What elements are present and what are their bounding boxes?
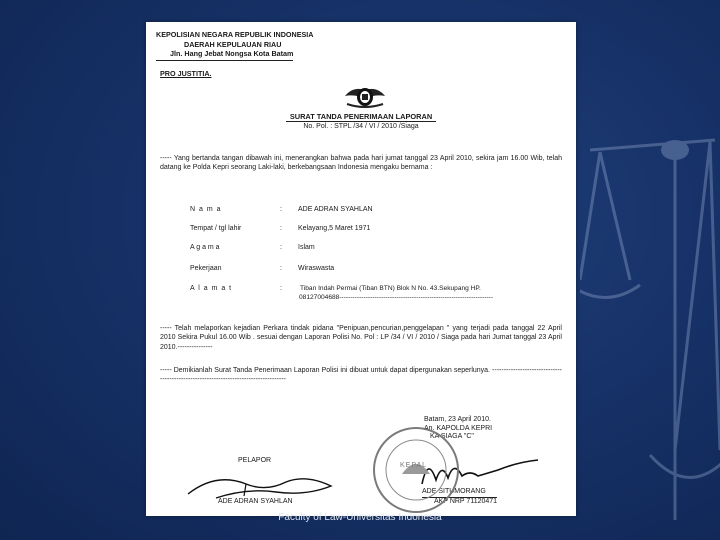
police-report-document [146,22,576,516]
intro-paragraph: ----- Yang bertanda tangan dibawah ini, menerangkan bahwa pada hari jumat tanggal 23 April 2010, sekira jam 16.00 Wib, telah datang ke Polda Kepri seorang Laki-laki, berkebangsaan Indonesia mengaku bernama : [160,155,562,172]
field-colon: : [280,206,282,213]
field-colon: : [280,285,282,292]
reporter-name: ADE ADRAN SYAHLAN [218,498,293,505]
pro-justitia: PRO JUSTITIA. [160,69,212,78]
letterhead-line-3: Jln. Hang Jebat Nongsa Kota Batam [156,49,293,61]
field-label: Pekerjaan [190,265,222,272]
letterhead [156,30,313,61]
field-label: A l a m a t [190,285,233,292]
field-value: Kelayang,5 Maret 1971 [298,225,371,232]
closing-paragraph: ----- Demikianlah Surat Tanda Penerimaan Laporan Polisi ini dibuat untuk dapat dipergunakan seperlunya. ------------------------------------------------------------------------------------ [160,367,562,384]
on-behalf-of: An. KAPOLDA KEPRI [424,424,493,432]
field-value: Wiraswasta [298,265,335,272]
official-stamp-icon [370,424,462,516]
field-label: N a m a [190,206,222,213]
place-date: Batam, 23 April 2010. [424,416,491,423]
unit-title: KA SIAGA "C" [430,433,474,440]
police-emblem-icon [343,82,387,108]
field-colon: : [280,225,282,232]
field-label: Tempat / tgl lahir [190,225,242,232]
field-value: ADE ADRAN SYAHLAN [298,206,373,213]
document-number: No. Pol. : STPL /34 / VI / 2010 /Siaga [303,123,419,130]
field-colon: : [280,244,282,251]
official-name: ADE SITUMORANG [422,488,497,498]
document-title [146,112,576,121]
address-line-2: 08127004688---------------------------------------------------------------------- [299,294,494,301]
stamp-text: KEPAL [400,462,428,469]
scales-of-justice-icon [580,120,720,540]
official-rank: AKP NRP 71120471 [434,497,498,505]
letterhead-line-2: DAERAH KEPULAUAN RIAU [184,39,282,49]
reporter-role: PELAPOR [238,457,272,464]
letterhead-line-1: KEPOLISIAN NEGARA REPUBLIK INDONESIA [156,30,314,39]
field-value: Islam [298,244,315,251]
field-value: Tiban Indah Permai (Tiban BTN) Blok N No. 43.Sekupang HP. [300,285,481,292]
field-colon: : [280,265,282,272]
report-paragraph: ----- Telah melaporkan kejadian Perkara tindak pidana "Penipuan,pencurian,penggelapan " yang terjadi pada tanggal 22 April 2010 Sekira Pukul 16.00 Wib . sesuai dengan Laporan Polisi No. Pol : LP /34 / VI / 2010 / Siaga pada hari Jumat tanggal 23 April 2010.--------------- [160,325,562,351]
field-label: A g a m a [190,244,220,251]
footer-text: Faculty of Law-Universitas Indonesia [278,512,442,523]
document-title-text: SURAT TANDA PENERIMAAN LAPORAN [286,112,436,122]
